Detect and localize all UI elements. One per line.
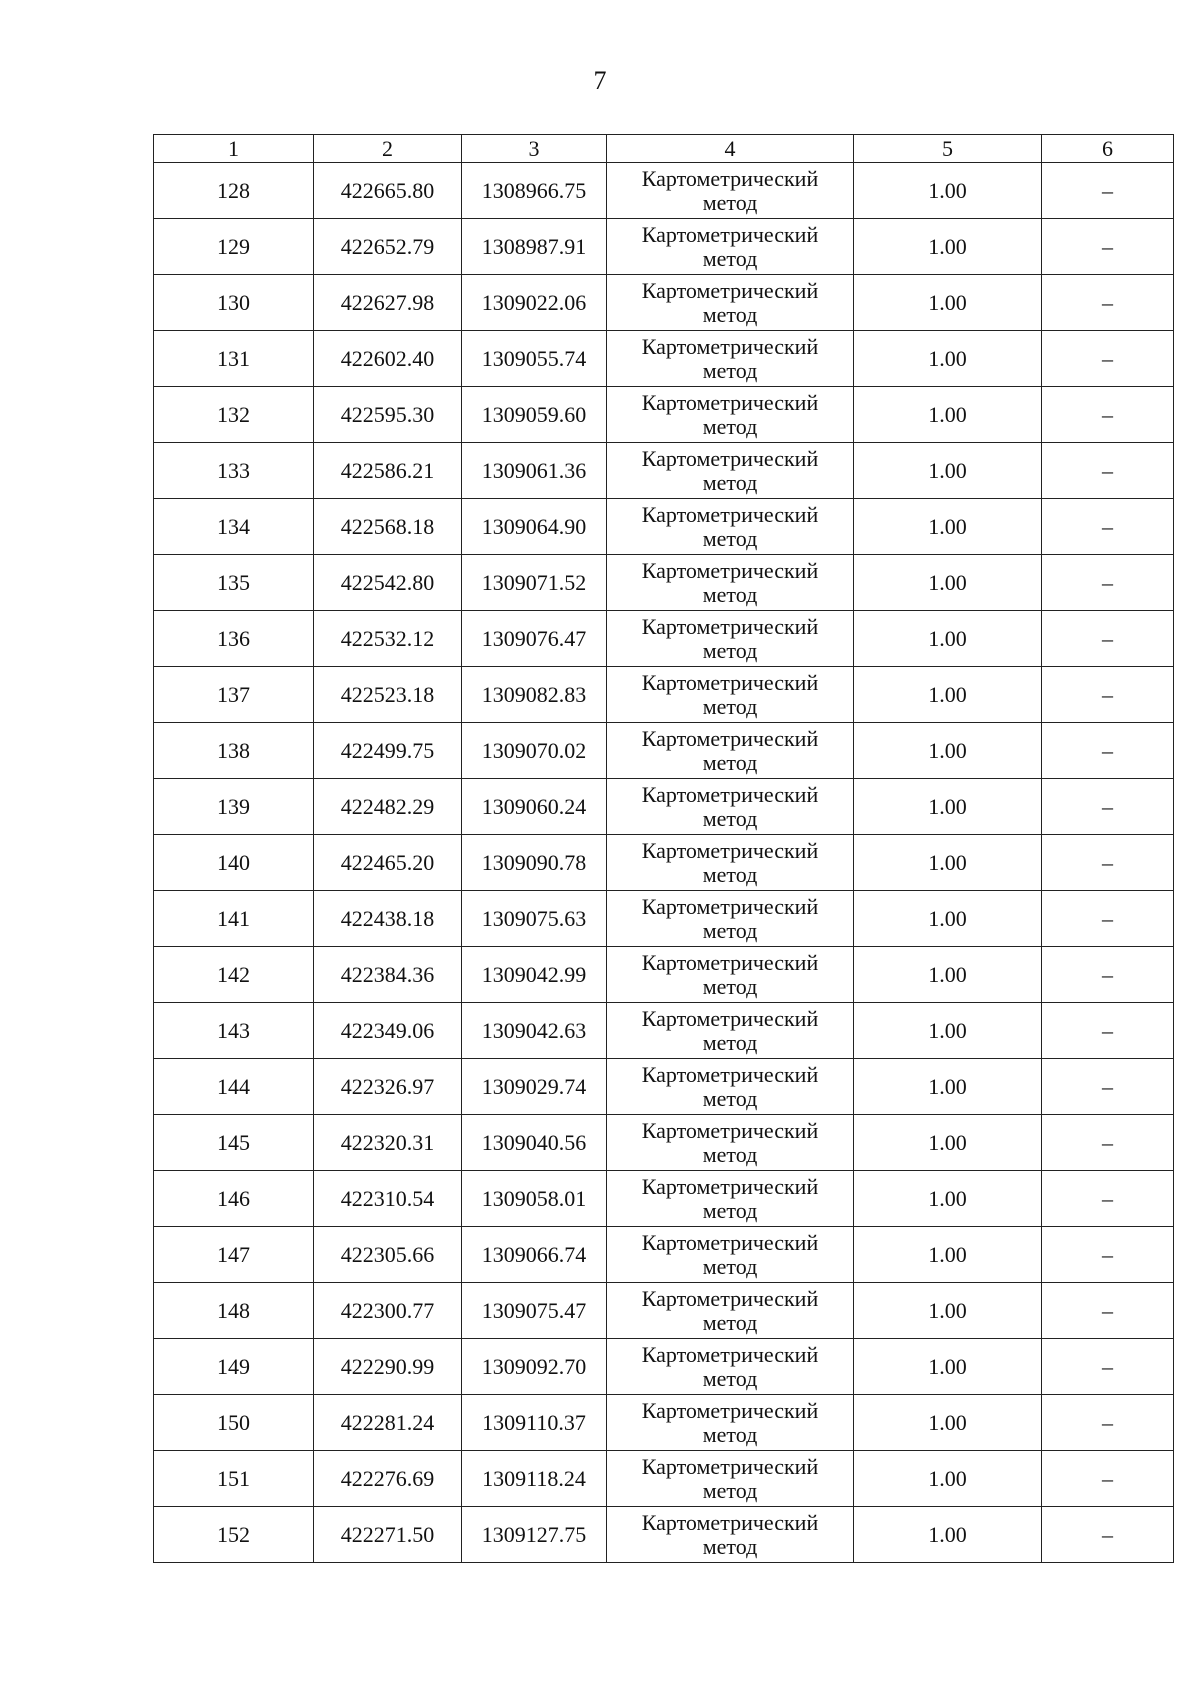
note-cell: – bbox=[1042, 891, 1174, 947]
note-cell: – bbox=[1042, 947, 1174, 1003]
table-row bbox=[154, 779, 1174, 835]
table-row bbox=[154, 499, 1174, 555]
method-line-1: Картометрический bbox=[641, 837, 819, 863]
x-coordinate-cell: 422305.66 bbox=[314, 1227, 462, 1283]
method-line-1: Картометрический bbox=[641, 165, 819, 191]
method-line-2: метод bbox=[702, 973, 758, 999]
point-number-cell: 146 bbox=[154, 1171, 314, 1227]
method-line-1: Картометрический bbox=[641, 389, 819, 415]
table-row bbox=[154, 1339, 1174, 1395]
note-cell: – bbox=[1042, 667, 1174, 723]
note-cell: – bbox=[1042, 275, 1174, 331]
accuracy-cell: 1.00 bbox=[854, 947, 1042, 1003]
y-coordinate-cell: 1309061.36 bbox=[462, 443, 607, 499]
accuracy-cell: 1.00 bbox=[854, 555, 1042, 611]
x-coordinate-cell: 422523.18 bbox=[314, 667, 462, 723]
note-cell: – bbox=[1042, 1395, 1174, 1451]
method-line-1: Картометрический bbox=[641, 613, 819, 639]
y-coordinate-cell: 1309092.70 bbox=[462, 1339, 607, 1395]
accuracy-cell: 1.00 bbox=[854, 611, 1042, 667]
x-coordinate-cell: 422465.20 bbox=[314, 835, 462, 891]
point-number-cell: 131 bbox=[154, 331, 314, 387]
point-number-cell: 139 bbox=[154, 779, 314, 835]
x-coordinate-cell: 422652.79 bbox=[314, 219, 462, 275]
point-number-cell: 134 bbox=[154, 499, 314, 555]
y-coordinate-cell: 1309075.63 bbox=[462, 891, 607, 947]
note-cell: – bbox=[1042, 1171, 1174, 1227]
method-line-1: Картометрический bbox=[641, 501, 819, 527]
x-coordinate-cell: 422627.98 bbox=[314, 275, 462, 331]
x-coordinate-cell: 422310.54 bbox=[314, 1171, 462, 1227]
method-line-1: Картометрический bbox=[641, 333, 819, 359]
table-row bbox=[154, 163, 1174, 219]
method-line-2: метод bbox=[702, 1533, 758, 1559]
method-line-2: метод bbox=[702, 189, 758, 215]
point-number-cell: 152 bbox=[154, 1507, 314, 1563]
x-coordinate-cell: 422568.18 bbox=[314, 499, 462, 555]
method-line-1: Картометрический bbox=[641, 1117, 819, 1143]
x-coordinate-cell: 422499.75 bbox=[314, 723, 462, 779]
point-number-cell: 142 bbox=[154, 947, 314, 1003]
method-line-1: Картометрический bbox=[641, 1061, 819, 1087]
table-row bbox=[154, 387, 1174, 443]
x-coordinate-cell: 422482.29 bbox=[314, 779, 462, 835]
accuracy-cell: 1.00 bbox=[854, 1395, 1042, 1451]
table-row bbox=[154, 1283, 1174, 1339]
method-cell bbox=[607, 163, 854, 219]
y-coordinate-cell: 1309090.78 bbox=[462, 835, 607, 891]
y-coordinate-cell: 1309059.60 bbox=[462, 387, 607, 443]
method-line-2: метод bbox=[702, 1197, 758, 1223]
method-line-2: метод bbox=[702, 1085, 758, 1111]
y-coordinate-cell: 1309127.75 bbox=[462, 1507, 607, 1563]
method-line-1: Картометрический bbox=[641, 277, 819, 303]
table-row bbox=[154, 331, 1174, 387]
point-number-cell: 133 bbox=[154, 443, 314, 499]
method-line-2: метод bbox=[702, 1421, 758, 1447]
note-cell: – bbox=[1042, 331, 1174, 387]
y-coordinate-cell: 1309058.01 bbox=[462, 1171, 607, 1227]
point-number-cell: 138 bbox=[154, 723, 314, 779]
y-coordinate-cell: 1309064.90 bbox=[462, 499, 607, 555]
method-line-2: метод bbox=[702, 301, 758, 327]
header-cell-2: 2 bbox=[314, 135, 462, 163]
method-cell bbox=[607, 1171, 854, 1227]
point-number-cell: 145 bbox=[154, 1115, 314, 1171]
x-coordinate-cell: 422326.97 bbox=[314, 1059, 462, 1115]
x-coordinate-cell: 422602.40 bbox=[314, 331, 462, 387]
table-row bbox=[154, 1115, 1174, 1171]
table-row bbox=[154, 275, 1174, 331]
method-line-1: Картометрический bbox=[641, 1005, 819, 1031]
table-row bbox=[154, 219, 1174, 275]
y-coordinate-cell: 1309042.99 bbox=[462, 947, 607, 1003]
method-line-2: метод bbox=[702, 1309, 758, 1335]
y-coordinate-cell: 1309060.24 bbox=[462, 779, 607, 835]
method-line-1: Картометрический bbox=[641, 1285, 819, 1311]
method-line-2: метод bbox=[702, 637, 758, 663]
accuracy-cell: 1.00 bbox=[854, 219, 1042, 275]
accuracy-cell: 1.00 bbox=[854, 275, 1042, 331]
y-coordinate-cell: 1309082.83 bbox=[462, 667, 607, 723]
table-row bbox=[154, 1059, 1174, 1115]
accuracy-cell: 1.00 bbox=[854, 1059, 1042, 1115]
accuracy-cell: 1.00 bbox=[854, 163, 1042, 219]
method-cell bbox=[607, 555, 854, 611]
y-coordinate-cell: 1309076.47 bbox=[462, 611, 607, 667]
y-coordinate-cell: 1309075.47 bbox=[462, 1283, 607, 1339]
method-line-2: метод bbox=[702, 917, 758, 943]
point-number-cell: 151 bbox=[154, 1451, 314, 1507]
method-line-1: Картометрический bbox=[641, 1509, 819, 1535]
method-line-2: метод bbox=[702, 861, 758, 887]
note-cell: – bbox=[1042, 555, 1174, 611]
x-coordinate-cell: 422349.06 bbox=[314, 1003, 462, 1059]
method-line-1: Картометрический bbox=[641, 1453, 819, 1479]
point-number-cell: 150 bbox=[154, 1395, 314, 1451]
y-coordinate-cell: 1309029.74 bbox=[462, 1059, 607, 1115]
x-coordinate-cell: 422542.80 bbox=[314, 555, 462, 611]
accuracy-cell: 1.00 bbox=[854, 1115, 1042, 1171]
method-cell bbox=[607, 275, 854, 331]
point-number-cell: 137 bbox=[154, 667, 314, 723]
x-coordinate-cell: 422384.36 bbox=[314, 947, 462, 1003]
accuracy-cell: 1.00 bbox=[854, 1283, 1042, 1339]
header-cell-4: 4 bbox=[607, 135, 854, 163]
accuracy-cell: 1.00 bbox=[854, 1451, 1042, 1507]
method-cell bbox=[607, 1507, 854, 1563]
method-cell bbox=[607, 947, 854, 1003]
note-cell: – bbox=[1042, 779, 1174, 835]
method-cell bbox=[607, 1003, 854, 1059]
method-line-1: Картометрический bbox=[641, 221, 819, 247]
table-row bbox=[154, 947, 1174, 1003]
coordinates-table bbox=[153, 134, 1174, 1563]
method-line-2: метод bbox=[702, 413, 758, 439]
table-row bbox=[154, 835, 1174, 891]
x-coordinate-cell: 422320.31 bbox=[314, 1115, 462, 1171]
y-coordinate-cell: 1309042.63 bbox=[462, 1003, 607, 1059]
note-cell: – bbox=[1042, 1227, 1174, 1283]
point-number-cell: 129 bbox=[154, 219, 314, 275]
note-cell: – bbox=[1042, 1451, 1174, 1507]
header-cell-6: 6 bbox=[1042, 135, 1174, 163]
point-number-cell: 135 bbox=[154, 555, 314, 611]
y-coordinate-cell: 1308966.75 bbox=[462, 163, 607, 219]
method-cell bbox=[607, 219, 854, 275]
point-number-cell: 130 bbox=[154, 275, 314, 331]
accuracy-cell: 1.00 bbox=[854, 1507, 1042, 1563]
method-cell bbox=[607, 723, 854, 779]
accuracy-cell: 1.00 bbox=[854, 1003, 1042, 1059]
point-number-cell: 141 bbox=[154, 891, 314, 947]
table-row bbox=[154, 1507, 1174, 1563]
point-number-cell: 132 bbox=[154, 387, 314, 443]
y-coordinate-cell: 1309055.74 bbox=[462, 331, 607, 387]
x-coordinate-cell: 422532.12 bbox=[314, 611, 462, 667]
method-cell bbox=[607, 1451, 854, 1507]
header-cell-5: 5 bbox=[854, 135, 1042, 163]
x-coordinate-cell: 422586.21 bbox=[314, 443, 462, 499]
method-line-2: метод bbox=[702, 805, 758, 831]
method-cell bbox=[607, 835, 854, 891]
method-line-2: метод bbox=[702, 1365, 758, 1391]
note-cell: – bbox=[1042, 1115, 1174, 1171]
note-cell: – bbox=[1042, 163, 1174, 219]
method-cell bbox=[607, 499, 854, 555]
header-cell-3: 3 bbox=[462, 135, 607, 163]
coordinates-table-container bbox=[153, 134, 1173, 1563]
point-number-cell: 147 bbox=[154, 1227, 314, 1283]
point-number-cell: 148 bbox=[154, 1283, 314, 1339]
method-line-1: Картометрический bbox=[641, 557, 819, 583]
x-coordinate-cell: 422276.69 bbox=[314, 1451, 462, 1507]
table-row bbox=[154, 1171, 1174, 1227]
y-coordinate-cell: 1309040.56 bbox=[462, 1115, 607, 1171]
y-coordinate-cell: 1309118.24 bbox=[462, 1451, 607, 1507]
note-cell: – bbox=[1042, 835, 1174, 891]
point-number-cell: 136 bbox=[154, 611, 314, 667]
x-coordinate-cell: 422300.77 bbox=[314, 1283, 462, 1339]
y-coordinate-cell: 1309071.52 bbox=[462, 555, 607, 611]
method-line-1: Картометрический bbox=[641, 669, 819, 695]
method-line-1: Картометрический bbox=[641, 949, 819, 975]
method-line-2: метод bbox=[702, 1029, 758, 1055]
accuracy-cell: 1.00 bbox=[854, 331, 1042, 387]
table-body bbox=[154, 163, 1174, 1563]
method-cell bbox=[607, 1339, 854, 1395]
method-line-1: Картометрический bbox=[641, 893, 819, 919]
method-cell bbox=[607, 1227, 854, 1283]
method-cell bbox=[607, 443, 854, 499]
x-coordinate-cell: 422281.24 bbox=[314, 1395, 462, 1451]
accuracy-cell: 1.00 bbox=[854, 779, 1042, 835]
accuracy-cell: 1.00 bbox=[854, 1227, 1042, 1283]
note-cell: – bbox=[1042, 723, 1174, 779]
note-cell: – bbox=[1042, 443, 1174, 499]
method-line-2: метод bbox=[702, 1253, 758, 1279]
method-line-1: Картометрический bbox=[641, 1341, 819, 1367]
table-row bbox=[154, 723, 1174, 779]
point-number-cell: 143 bbox=[154, 1003, 314, 1059]
point-number-cell: 149 bbox=[154, 1339, 314, 1395]
y-coordinate-cell: 1309110.37 bbox=[462, 1395, 607, 1451]
accuracy-cell: 1.00 bbox=[854, 499, 1042, 555]
method-cell bbox=[607, 1395, 854, 1451]
point-number-cell: 128 bbox=[154, 163, 314, 219]
method-line-2: метод bbox=[702, 357, 758, 383]
method-line-2: метод bbox=[702, 469, 758, 495]
method-line-1: Картометрический bbox=[641, 1397, 819, 1423]
x-coordinate-cell: 422271.50 bbox=[314, 1507, 462, 1563]
table-header bbox=[154, 135, 1174, 163]
note-cell: – bbox=[1042, 387, 1174, 443]
method-line-1: Картометрический bbox=[641, 725, 819, 751]
table-row bbox=[154, 1395, 1174, 1451]
point-number-cell: 144 bbox=[154, 1059, 314, 1115]
method-line-2: метод bbox=[702, 749, 758, 775]
table-row bbox=[154, 611, 1174, 667]
x-coordinate-cell: 422595.30 bbox=[314, 387, 462, 443]
accuracy-cell: 1.00 bbox=[854, 387, 1042, 443]
x-coordinate-cell: 422665.80 bbox=[314, 163, 462, 219]
table-row bbox=[154, 555, 1174, 611]
table-row bbox=[154, 1451, 1174, 1507]
note-cell: – bbox=[1042, 1507, 1174, 1563]
table-row bbox=[154, 667, 1174, 723]
page-number: 7 bbox=[593, 66, 607, 95]
note-cell: – bbox=[1042, 1283, 1174, 1339]
y-coordinate-cell: 1309022.06 bbox=[462, 275, 607, 331]
method-line-1: Картометрический bbox=[641, 1229, 819, 1255]
accuracy-cell: 1.00 bbox=[854, 1171, 1042, 1227]
note-cell: – bbox=[1042, 219, 1174, 275]
method-line-2: метод bbox=[702, 245, 758, 271]
method-cell bbox=[607, 1115, 854, 1171]
accuracy-cell: 1.00 bbox=[854, 891, 1042, 947]
method-line-2: метод bbox=[702, 581, 758, 607]
method-cell bbox=[607, 1283, 854, 1339]
method-cell bbox=[607, 387, 854, 443]
method-cell bbox=[607, 331, 854, 387]
method-cell bbox=[607, 667, 854, 723]
note-cell: – bbox=[1042, 499, 1174, 555]
accuracy-cell: 1.00 bbox=[854, 667, 1042, 723]
y-coordinate-cell: 1309066.74 bbox=[462, 1227, 607, 1283]
method-line-2: метод bbox=[702, 1141, 758, 1167]
x-coordinate-cell: 422290.99 bbox=[314, 1339, 462, 1395]
header-row bbox=[154, 135, 1174, 163]
table-row bbox=[154, 1003, 1174, 1059]
accuracy-cell: 1.00 bbox=[854, 1339, 1042, 1395]
note-cell: – bbox=[1042, 1003, 1174, 1059]
x-coordinate-cell: 422438.18 bbox=[314, 891, 462, 947]
method-line-1: Картометрический bbox=[641, 1173, 819, 1199]
y-coordinate-cell: 1309070.02 bbox=[462, 723, 607, 779]
accuracy-cell: 1.00 bbox=[854, 835, 1042, 891]
note-cell: – bbox=[1042, 1059, 1174, 1115]
method-cell bbox=[607, 1059, 854, 1115]
point-number-cell: 140 bbox=[154, 835, 314, 891]
note-cell: – bbox=[1042, 1339, 1174, 1395]
method-cell bbox=[607, 779, 854, 835]
accuracy-cell: 1.00 bbox=[854, 723, 1042, 779]
method-cell bbox=[607, 611, 854, 667]
note-cell: – bbox=[1042, 611, 1174, 667]
header-cell-1: 1 bbox=[154, 135, 314, 163]
y-coordinate-cell: 1308987.91 bbox=[462, 219, 607, 275]
method-line-2: метод bbox=[702, 1477, 758, 1503]
table-row bbox=[154, 443, 1174, 499]
method-cell bbox=[607, 891, 854, 947]
method-line-2: метод bbox=[702, 693, 758, 719]
method-line-2: метод bbox=[702, 525, 758, 551]
table-row bbox=[154, 891, 1174, 947]
accuracy-cell: 1.00 bbox=[854, 443, 1042, 499]
table-row bbox=[154, 1227, 1174, 1283]
method-line-1: Картометрический bbox=[641, 445, 819, 471]
method-line-1: Картометрический bbox=[641, 781, 819, 807]
